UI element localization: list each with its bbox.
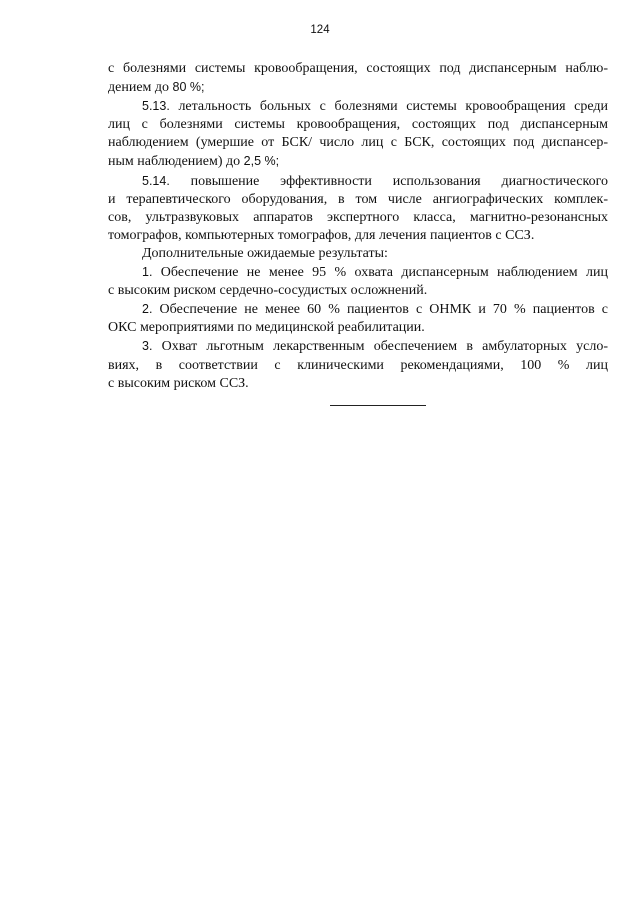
page-number: 124: [310, 24, 330, 36]
item-5-14: 5.14. повышение эффективности использования диагностического: [142, 173, 608, 189]
document-body: [108, 60, 608, 393]
text-line-6: ным наблюдением) до 2,5 %;: [108, 154, 280, 170]
text-line-1: с болезнями системы кровообращения, состоящих под диспансерным наблю-: [108, 61, 608, 76]
item-number: 5.14.: [142, 173, 170, 188]
item-5-13: 5.13. летальность больных с болезнями системы кровообращения среди: [142, 99, 608, 115]
text-line-2: дением до 80 %;: [108, 80, 205, 96]
text-line-15: ОКС мероприятиями по медицинской реабилитации.: [108, 320, 425, 336]
result-item-1: 1. Обеспечение не менее 95 % охвата диспансерным наблюдением лиц: [142, 265, 608, 281]
value-80-percent: 80 %;: [172, 80, 205, 95]
result-item-2: 2. Обеспечение не менее 60 % пациентов с ОНМК и 70 % пациентов с: [142, 302, 608, 318]
text-line-18: с высоким риском ССЗ.: [108, 375, 249, 391]
text-line-17: виях, в соответствии с клиническими рекомендациями, 100 % лиц: [108, 357, 608, 373]
text-line-8: и терапевтического оборудования, в том числе ангиографических комплек-: [108, 191, 608, 207]
additional-results-heading: Дополнительные ожидаемые результаты:: [142, 245, 388, 261]
item-number: 2.: [142, 302, 153, 317]
item-number: 1.: [142, 265, 153, 280]
item-number: 3.: [142, 339, 153, 354]
end-rule: [330, 405, 426, 406]
value-2-5-percent: 2,5 %;: [243, 154, 280, 169]
text-line-10: томографов, компьютерных томографов, для лечения пациентов с ССЗ.: [108, 227, 535, 243]
text-line-5: наблюдением (умершие от БСК/ число лиц с БСК, состоящих под диспансер-: [108, 135, 608, 151]
text-line-9: сов, ультразвуковых аппаратов экспертного класса, магнитно-резонансных: [108, 209, 608, 225]
text-line-4: лиц с болезнями системы кровообращения, состоящих под диспансерным: [108, 117, 608, 133]
result-item-3: 3. Охват льготным лекарственным обеспечением в амбулаторных усло-: [142, 339, 608, 355]
item-number: 5.13.: [142, 99, 170, 114]
text-line-13: с высоким риском сердечно-сосудистых осложнений.: [108, 283, 428, 299]
